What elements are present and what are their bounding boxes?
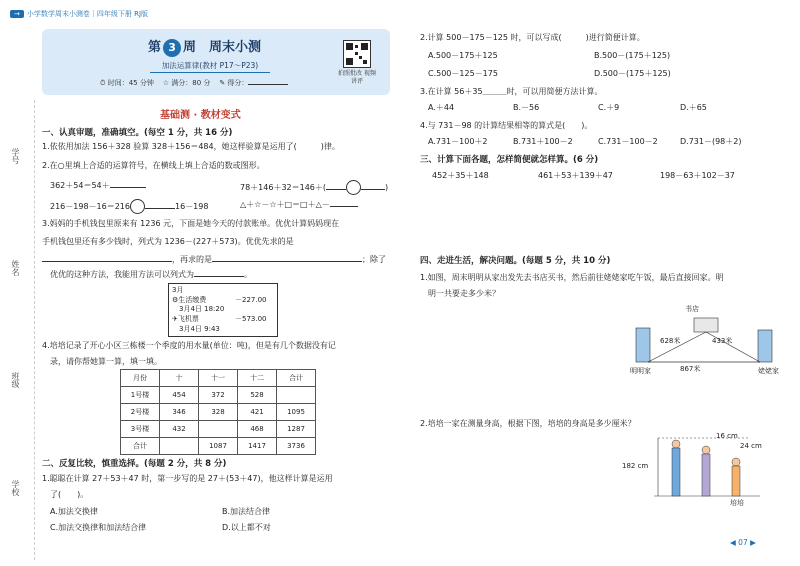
bill-icon: ⚙ <box>172 296 179 304</box>
section4-heading: 四、走进生活，解决问题。(每题 5 分，共 10 分) <box>420 256 611 266</box>
r-q2B[interactable]: B.500－(175＋125) <box>594 51 671 60</box>
r-q4C[interactable]: C.731－100－2 <box>598 137 658 146</box>
s1-q4a: 4.培培记录了开心小区三栋楼一个季度的用水量(单位：吨)，但是有几个数据没有记 <box>42 341 336 350</box>
s1-q2b-blank2[interactable] <box>361 189 385 190</box>
table-header: 十 <box>160 370 199 387</box>
payment-ticket <box>168 283 278 337</box>
s1-q2a <box>50 180 146 191</box>
s1-q3d-text: ；除了 <box>362 255 386 264</box>
label-24cm: 24 cm <box>740 442 762 450</box>
s1-q3-blank2[interactable] <box>212 261 362 262</box>
table-header-row <box>121 370 316 387</box>
s1-q3e: 优优的这种方法，我能用方法可以列式为 。 <box>50 270 252 279</box>
s1-q2c-blank[interactable] <box>145 208 175 209</box>
page-number <box>730 538 756 547</box>
table-cell: 372 <box>199 387 238 404</box>
r-q3: 3.在计算 56＋35＿＿＿时，可以用简便方法计算。 <box>420 87 603 96</box>
p2-text: 2.培培一家在测量身高，根据下图，培培的身高是多少厘米？ <box>420 419 636 428</box>
score-label: 得分： <box>227 79 249 87</box>
r-q2A[interactable]: A.500－175＋125 <box>428 51 498 60</box>
peipei-icon <box>732 458 740 466</box>
peipei-label: 培培 <box>730 499 744 507</box>
prev-page-icon[interactable]: ◀ <box>730 538 736 547</box>
plane-icon: ✈ <box>172 315 178 323</box>
s1-q3-blank1[interactable] <box>42 261 172 262</box>
s1-q3b <box>42 236 294 247</box>
r-q3A[interactable]: A.＋44 <box>428 103 455 112</box>
table-cell: 1号楼 <box>121 387 160 404</box>
star-icon: ☆ <box>162 79 170 87</box>
ticket-time2: 3月4日 9:43 <box>179 325 220 333</box>
next-page-icon[interactable]: ▶ <box>750 538 756 547</box>
dist-628: 628米 <box>660 337 681 345</box>
s1-q2e-blank[interactable] <box>330 206 358 207</box>
binding-xuehao: 学号 <box>11 148 20 164</box>
s1-q2a-blank[interactable] <box>110 187 146 188</box>
s1-q3a: 3.妈妈的手机钱包里原来有 1236 元，下面是她今天的付款账单。优优计算妈妈现在 <box>42 219 340 228</box>
mother-icon <box>702 446 710 454</box>
table-cell: 421 <box>238 404 277 421</box>
table-cell: 328 <box>199 404 238 421</box>
s1-q3e-blank[interactable] <box>194 276 244 277</box>
peipei-body-icon <box>732 466 740 496</box>
s2-q1b: 了( )。 <box>50 490 89 499</box>
qr-code-graphic <box>344 41 370 67</box>
s1-q2c <box>50 199 208 214</box>
mother-body-icon <box>702 454 710 496</box>
table-header: 月份 <box>121 370 160 387</box>
r-q2C[interactable]: C.500－125－175 <box>428 69 498 78</box>
week-prefix: 第 <box>148 40 162 55</box>
s1-q3c-text: ，再求的是 <box>172 255 212 264</box>
water-usage-table <box>120 369 316 455</box>
table-cell: 346 <box>160 404 199 421</box>
s1-q2e-text: △＋☆－☆＋□＝□＋△－ <box>240 200 330 209</box>
s1-q2b-circle[interactable] <box>346 180 361 195</box>
s2-optB[interactable]: B.加法结合律 <box>222 507 271 516</box>
week-number: 3 <box>163 39 181 57</box>
series-label-text: 小学数学周末小测卷｜四年级下册 RJ版 <box>26 10 149 18</box>
table-row <box>121 387 316 404</box>
table-header: 合计 <box>277 370 316 387</box>
table-row <box>121 421 316 438</box>
meta-row <box>100 78 288 88</box>
r-q3B[interactable]: B.－56 <box>513 103 540 112</box>
s1-q2b-blank1[interactable] <box>326 189 346 190</box>
s2-optA[interactable]: A.加法交换律 <box>50 507 98 516</box>
ticket-item2-label: 飞机票 <box>177 315 199 323</box>
qr-caption: 拍照批改 视频讲评 <box>338 70 376 85</box>
table-cell-blank[interactable] <box>277 387 316 404</box>
s1-q3e-text: 优优的这种方法，我能用方法可以列式为 <box>50 270 194 279</box>
dist-867: 867米 <box>680 365 701 373</box>
binding-class: 班级 <box>11 372 20 388</box>
calc-2: 461＋53＋139＋47 <box>538 171 613 180</box>
grandma-home-label: 姥姥家 <box>758 367 779 375</box>
s1-q2c-text: 216－198－16＝216 <box>50 202 130 211</box>
ticket-amt2: －573.00 <box>235 315 267 323</box>
dist-433: 433米 <box>712 337 733 345</box>
r-q2D[interactable]: D.500－(175＋125) <box>594 69 671 78</box>
table-cell-blank[interactable] <box>160 438 199 455</box>
ticket-month: 3月 <box>172 286 184 294</box>
p1-line1: 1.如图，周末明明从家出发先去书店买书，然后前往姥姥家吃午饭，最后直接回家。明 <box>420 273 724 282</box>
table-cell: 468 <box>238 421 277 438</box>
table-cell: 528 <box>238 387 277 404</box>
section2-heading: 二、反复比较，慎重选择。(每题 2 分，共 8 分) <box>42 459 227 469</box>
r-q4D[interactable]: D.731－(98＋2) <box>680 137 742 146</box>
p1-line2: 明一共要走多少米？ <box>428 289 500 298</box>
bookstore-icon <box>694 318 718 332</box>
binding-school: 学校 <box>11 480 20 496</box>
table-cell: 432 <box>160 421 199 438</box>
father-icon <box>672 440 680 448</box>
s1-q3c-line <box>42 254 386 265</box>
s1-q2e <box>240 199 358 210</box>
ticket-time1: 3月4日 18:20 <box>179 305 225 313</box>
calc-3: 198－63＋102－37 <box>660 171 735 180</box>
table-row <box>121 404 316 421</box>
s2-optD[interactable]: D.以上都不对 <box>222 523 271 532</box>
score-blank[interactable] <box>248 84 288 85</box>
grandma-house-icon <box>758 330 772 362</box>
table-header: 十一 <box>199 370 238 387</box>
page-number-text: 07 <box>738 538 748 547</box>
ticket-item2 <box>172 314 199 324</box>
table-cell: 1087 <box>199 438 238 455</box>
table-cell: 2号楼 <box>121 404 160 421</box>
table-cell-blank[interactable] <box>199 421 238 438</box>
s1-q4b: 录，请你帮她算一算，填一填。 <box>50 357 162 366</box>
r-q4B[interactable]: B.731＋100－2 <box>513 137 573 146</box>
table-header: 十二 <box>238 370 277 387</box>
bookstore-label: 书店 <box>685 305 699 313</box>
r-q3D[interactable]: D.＋65 <box>680 103 707 112</box>
binding-name: 姓名 <box>11 260 20 276</box>
r-q2: 2.计算 500－175－125 时，可以写成( )进行简便计算。 <box>420 33 645 42</box>
clock-icon: ⏱ <box>100 79 106 87</box>
subtitle: 加法运算律(教材 P17～P23) <box>150 60 270 73</box>
s2-q1a: 1.聪聪在计算 27＋53＋47 时，第一步写的是 27＋(53＋47)，他这样计算是运用 <box>42 474 333 483</box>
ticket-item1-label: 生活缴费 <box>178 296 207 304</box>
table-cell: 1095 <box>277 404 316 421</box>
label-182cm: 182 cm <box>622 462 649 470</box>
s1-q2c-circle[interactable] <box>130 199 145 214</box>
binding-strip <box>0 100 35 560</box>
pen-icon: ✎ <box>219 79 226 87</box>
series-label: → 小学数学周末小测卷｜四年级下册 RJ版 <box>10 9 148 19</box>
s1-q2a-text: 362＋54＝54＋ <box>50 181 110 190</box>
r-q4: 4.与 731－98 的计算结果相等的算式是( )。 <box>420 121 593 130</box>
table-cell: 3号楼 <box>121 421 160 438</box>
qr-code[interactable] <box>343 40 371 68</box>
s1-q3b-text: 手机钱包里还有多少钱时，列式为 1236－(227＋573)。优优先求的是 <box>42 237 294 246</box>
s2-optC[interactable]: C.加法交换律和加法结合律 <box>50 523 147 532</box>
table-cell: 合计 <box>121 438 160 455</box>
label-16cm: 16 cm <box>716 432 738 440</box>
s1-q1: 1.依依用加法 156＋328 验算 328＋156＝484，她这样验算是运用了( )律。 <box>42 142 340 151</box>
table-cell: 1417 <box>238 438 277 455</box>
table-cell: 454 <box>160 387 199 404</box>
calc-1: 452＋35＋148 <box>432 171 489 180</box>
ticket-amt1: －227.00 <box>235 296 267 304</box>
section1-heading: 一、认真审题，准确填空。(每空 1 分，共 16 分) <box>42 128 233 138</box>
week-title <box>148 36 261 57</box>
mingming-home-label: 明明家 <box>630 367 651 375</box>
s1-q2b: 78＋146＋32＝146＋( ) <box>240 180 388 195</box>
full-marks-label: 满分：80 分 <box>171 79 211 87</box>
week-suffix: 周 周末小测 <box>183 40 262 55</box>
father-body-icon <box>672 448 680 496</box>
s1-q2: 2.在○里填上合适的运算符号，在横线上填上合适的数或图形。 <box>42 161 265 170</box>
section3-heading: 三、计算下面各题，怎样简便就怎样算。(6 分) <box>420 155 599 165</box>
r-q3C[interactable]: C.＋9 <box>598 103 620 112</box>
section-title: 基础测 · 教材变式 <box>160 110 241 121</box>
r-q4A[interactable]: A.731－100＋2 <box>428 137 488 146</box>
time-label: 时间：45 分钟 <box>107 79 154 87</box>
s1-q2b-text: 78＋146＋32＝146＋( <box>240 183 327 192</box>
mingming-house-icon <box>636 328 650 362</box>
table-cell: 1287 <box>277 421 316 438</box>
table-row <box>121 438 316 455</box>
s1-q2d-text: 16－198 <box>175 202 209 211</box>
table-cell: 3736 <box>277 438 316 455</box>
